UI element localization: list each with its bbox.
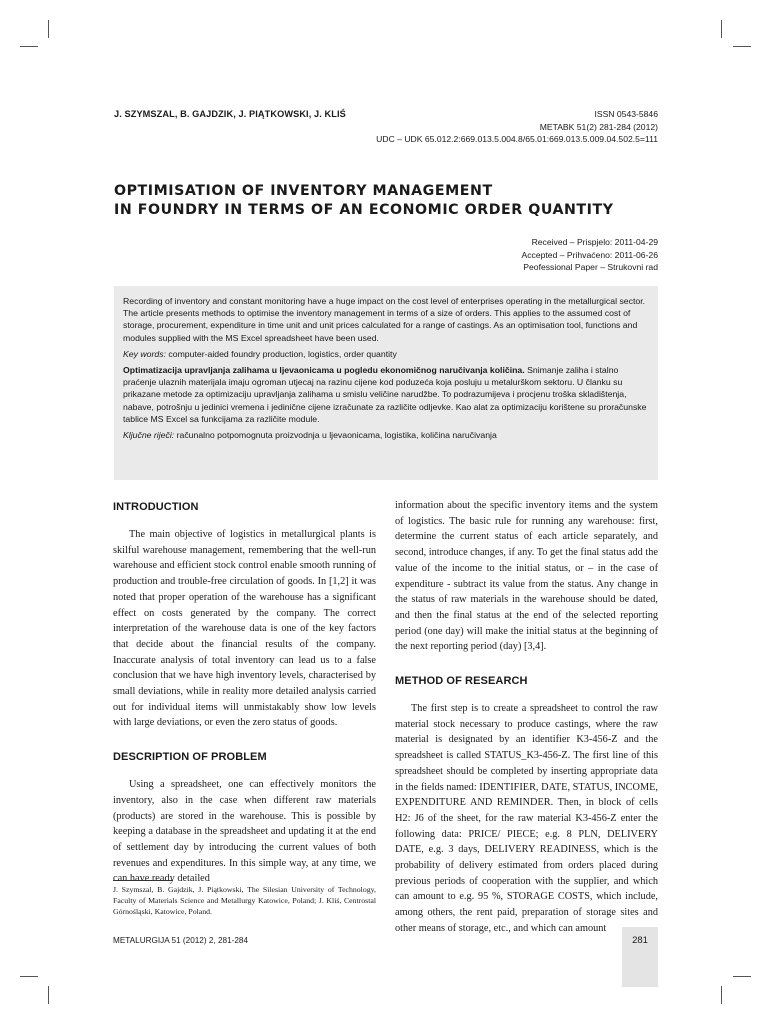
croatian-keywords-text: računalno potpomognuta proizvodnja u ljevaonicama, logistika, količina naručivanja	[174, 430, 497, 441]
crop-mark	[721, 986, 722, 1004]
right-column	[395, 498, 658, 937]
abstract-english: Recording of inventory and constant monitoring have a huge impact on the cost level of enterprises operating in the metallurgical sector. The article presents methods to optimise the inventory management in terms of a size of orders. This applies to the assumed cost of storage, procurement, expenditure in time unit and unit prices calculated for a range of castings. As an optimisation tool, functions and modules supplied with the MS Excel spreadsheet have been used.	[123, 296, 646, 343]
paper-type: Peofessional Paper – Strukovni rad	[523, 262, 658, 272]
journal-info	[376, 108, 658, 146]
footer-journal: METALURGIJA 51 (2012) 2, 281-284	[113, 936, 249, 945]
accepted-date: Accepted – Prihvaćeno: 2011-06-26	[521, 249, 658, 260]
title-line-1: OPTIMISATION OF INVENTORY MANAGEMENT	[114, 183, 493, 199]
journal-reference: METABK 51(2) 281-284 (2012)	[539, 121, 658, 132]
croatian-title: Optimatizacija upravljanja zalihama u ljevaonicama u pogledu ekonomičnog naručivanja količina.	[123, 365, 525, 376]
method-text: The first step is to create a spreadsheet to control the raw material stock necessary to produce castings, where the raw material is designated by an identifier K3-456-Z and the spreadsheet is called STATUS_K3-456-Z. The first line of this spreadsheet should be completed by inserting appropriate data in the fields named: IDENTIFIER, DATE, STATUS, INCOME, EXPENDITURE AND REMINDER. Then, in block of cells H2: J6 of the sheet, for the raw material K3-456-Z enter the following data: PRICE/ PIECE; e.g. 8 PLN, DELIVERY DATE, e.g. 3 days, DELIVERY READINESS, which is the probability of delivery estimated from orders placed during previous periods of cooperation with the supplier, and which can amount to e.g. 95 %, STORAGE COSTS, which include, among others, the rent paid, preparation of storage sites and other means of storage, etc., and which can amount	[395, 703, 658, 934]
crop-mark	[733, 46, 751, 47]
title-line-2: IN FOUNDRY IN TERMS OF AN ECONOMIC ORDER QUANTITY	[114, 202, 614, 218]
submission-dates	[522, 236, 658, 274]
crop-mark	[721, 20, 722, 38]
paper-title	[114, 182, 614, 220]
croatian-keywords	[123, 429, 650, 441]
left-column	[113, 498, 376, 887]
keywords-label: Key words:	[123, 348, 166, 359]
crop-mark	[48, 986, 49, 1004]
keywords	[123, 348, 650, 360]
crop-mark	[48, 20, 49, 38]
authors: J. SZYMSZAL, B. GAJDZIK, J. PIĄTKOWSKI, J. KLIŚ	[114, 109, 346, 119]
keywords-text: computer-aided foundry production, logistics, order quantity	[165, 348, 397, 359]
method-heading: METHOD OF RESEARCH	[395, 675, 528, 688]
issn: ISSN 0543-5846	[594, 109, 658, 119]
continuation-text: information about the specific inventory items and the system of logistics. The basic rule for running any warehouse: first, determine the current status of each article separately, and second, introduce changes, if any. To get the final status add the value of the income to the initial status, or – in the case of expenditure - subtract its value from the status. Any change in the status of raw materials in the warehouse should be dated, and then the final status at the end of the selected reporting period (one day) will make the initial status at the beginning of the next reporting period (day) [3,4].	[395, 500, 658, 653]
crop-mark	[20, 46, 38, 47]
udc-code: UDC – UDK 65.012.2:669.013.5.004.8/65.01:669.013.5.009.04.502.5=111	[376, 134, 658, 144]
croatian-text: Snimanje zaliha i stalno praćenje ulaznih materijala imaju ogroman utjecaj na razinu cijene kod poduzeća koja posluju u metalurškom sektoru. U članku su prikazane metode za optimizaciju upravljanja zalihama u smislu veličine narudžbe. To podrazumijeva i procjenu troška skladištenja, nabave, potrošnju u jedinici vremena i jedinične cijene izračunate za različite odljevke. Kao alat za optimizaciju korištene su proračunske tablice MS Excel sa funkcijama za različite module.	[123, 365, 647, 424]
abstract-box	[114, 286, 658, 480]
crop-mark	[20, 976, 38, 977]
page-number: 281	[632, 935, 648, 946]
description-text: Using a spreadsheet, one can effectively monitors the inventory, also in the case when different raw materials (products) are stored in the warehouse. This is possible by keeping a database in the spreadsheet and updating it at the end of settlement day by introducing the current values of both revenues and expenditures. In this simple way, at any time, we can have ready detailed	[113, 779, 376, 885]
introduction-heading: INTRODUCTION	[113, 501, 199, 513]
received-date: Received – Prispjelo: 2011-04-29	[531, 237, 658, 247]
footnote-divider	[113, 880, 173, 881]
crop-mark	[733, 976, 751, 977]
abstract-croatian	[123, 364, 650, 425]
author-affiliations: J. Szymszal, B. Gajdzik, J. Piątkowski, The Silesian University of Technology, Faculty of Materials Science and Metallurgy Katowice, Poland; J. Kliś, Centrostal Górnośląski, Katowice, Poland.	[113, 885, 376, 916]
introduction-text: The main objective of logistics in metallurgical plants is skilful warehouse management, remembering that the well-run warehouse and efficient stock control enable smooth running of production and trouble-free circulation of goods. In [1,2] it was noted that proper operation of the warehouse has a significant effect on costs generated by the company. The correct interpretation of the warehouse data is one of the key factors that decide about the financial results of the company. Inaccurate analysis of total inventory can lead us to a false conclusion that we have high inventory levels, characterised by small deviations, while in reality more detailed analysis carried out for individual items will unmistakably show low levels with large deviations, or even the zero status of goods.	[113, 529, 376, 729]
croatian-keywords-label: Ključne riječi:	[123, 430, 175, 441]
description-heading: DESCRIPTION OF PROBLEM	[113, 751, 267, 764]
